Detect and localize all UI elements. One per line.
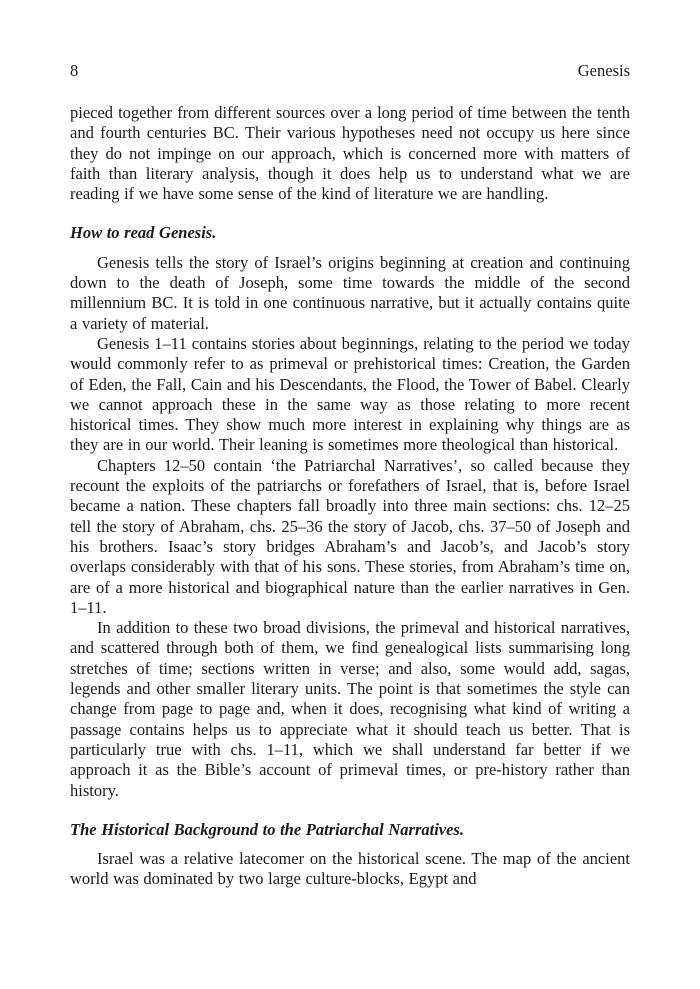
paragraph: Genesis 1–11 contains stories about beginnings, relating to the period we today would commonly refer to as primeval or prehistorical times: Creation, the Garden of Eden, the Fall, Cain and his Descendants, the Flood, the Tower of Babel. Clearly we cannot approach these in the same way as those relating to more recent historical times. They show much more interest in explaining why things are as they are in our world. Their leaning is sometimes more theological than historical. [70, 333, 630, 455]
paragraph: Chapters 12–50 contain ‘the Patriarchal Narratives’, so called because they recount the exploits of the patriarchs or forefathers of Israel, that is, before Israel became a nation. These chapters fall broadly into three main sections: chs. 12–25 tell the story of Abraham, chs. 25–36 the story of Jacob, chs. 37–50 of Joseph and his brothers. Isaac’s story bridges Abraham’s and Jacob’s, and Jacob’s story overlaps considerably with that of his sons. These stories, from Abraham’s time on, are of a more historical and biographical nature than the earlier narratives in Gen. 1–11. [70, 455, 630, 617]
paragraph: Genesis tells the story of Israel’s origins beginning at creation and continuing down to the death of Joseph, some time towards the middle of the second millennium BC. It is told in one continuous narrative, but it actually contains quite a variety of material. [70, 252, 630, 333]
section-heading-how-to-read-genesis: How to read Genesis. [70, 223, 217, 243]
page-header [70, 62, 630, 79]
paragraph-continuation: pieced together from different sources over a long period of time between the tenth and fourth centuries BC. Their various hypotheses need not occupy us here since they do not impinge on our approach, which is concerned more with matters of faith than literary analysis, though it does help us to understand what we are reading if we have some sense of the kind of literature we are handling. [70, 103, 630, 204]
paragraph: In addition to these two broad divisions, the primeval and historical narratives, and scattered through both of them, we find genealogical lists summarising long stretches of time; sections written in verse; and also, some would add, sagas, legends and other smaller literary units. The point is that sometimes the style can change from page to page and, when it does, recognising what kind of writing a passage contains helps us to appreciate what it should teach us better. That is particularly true with chs. 1–11, which we shall understand far better if we approach it as the Bible’s account of primeval times, or pre-history rather than history. [70, 618, 630, 800]
page-body [70, 103, 630, 890]
page-number: 8 [70, 61, 79, 80]
paragraph: Israel was a relative latecomer on the historical scene. The map of the ancient world was dominated by two large culture-blocks, Egypt and [70, 849, 630, 889]
section-heading-historical-background: The Historical Background to the Patriarchal Narratives. [70, 819, 464, 839]
running-title: Genesis [577, 61, 630, 80]
